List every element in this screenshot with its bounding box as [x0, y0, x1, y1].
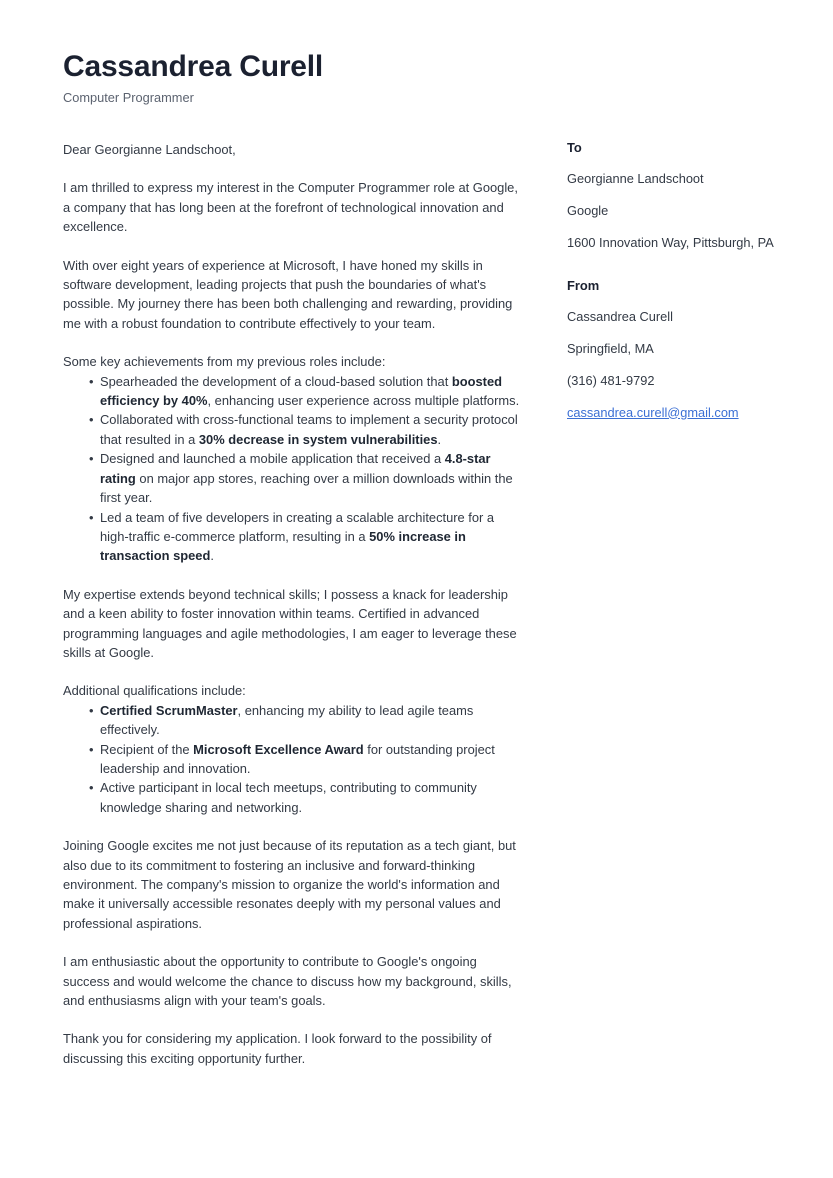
salutation: Dear Georgianne Landschoot,: [63, 142, 236, 157]
sender-email-line: [567, 403, 779, 422]
list-item: • Spearheaded the development of a cloud-based solution that boosted efficiency by 40%, enhancing user experience across multiple platforms.: [89, 372, 520, 411]
list-item: • Designed and launched a mobile application that received a 4.8-star rating on major app stores, reaching over a million downloads within the first year.: [89, 449, 520, 507]
recipient-address: 1600 Innovation Way, Pittsburgh, PA: [567, 234, 774, 250]
recipient-name: Georgianne Landschoot: [567, 170, 704, 186]
achievements-lead-in: Some key achievements from my previous roles include:: [63, 354, 386, 370]
achievements-list: [63, 372, 520, 566]
letter-sidebar: [567, 140, 779, 448]
paragraph-expertise: My expertise extends beyond technical skills; I possess a knack for leadership and a keen ability to foster innovation within teams. Certified in advanced programming languages and agile methodologies, I am eager to leverage these skills at Google.: [63, 586, 517, 660]
qualifications-list: [63, 701, 520, 817]
list-item: • Recipient of the Microsoft Excellence Award for outstanding project leadership and innovation.: [89, 740, 520, 779]
applicant-job-title: Computer Programmer: [63, 89, 194, 105]
paragraph-intro: I am thrilled to express my interest in the Computer Programmer role at Google, a company that has long been at the forefront of technological innovation and excellence.: [63, 180, 518, 235]
sender-block: [567, 278, 779, 422]
paragraph-closing: Thank you for considering my application. I look forward to the possibility of discussing this exciting opportunity further.: [63, 1031, 492, 1066]
paragraph-enthusiasm: I am enthusiastic about the opportunity to contribute to Google's ongoing success and would welcome the chance to discuss how my background, skills, and enthusiasms align with your team's goals.: [63, 954, 512, 1009]
sender-name: Cassandrea Curell: [567, 308, 673, 324]
sender-heading: From: [567, 277, 600, 293]
recipient-heading: To: [567, 140, 582, 155]
sender-email-link[interactable]: cassandrea.curell@gmail.com: [567, 404, 739, 420]
recipient-block: [567, 140, 779, 252]
list-item: • Led a team of five developers in creating a scalable architecture for a high-traffic e-commerce platform, resulting in a 50% increase in transaction speed.: [89, 508, 520, 566]
recipient-company: Google: [567, 202, 609, 218]
paragraph-motivation: Joining Google excites me not just because of its reputation as a tech giant, but also due to its commitment to fostering an inclusive and forward-thinking environment. The company's mission to organize the world's information and make it universally accessible resonates deeply with my personal values and professional aspirations.: [63, 838, 516, 931]
sender-location: Springfield, MA: [567, 340, 654, 356]
letter-header: [63, 50, 773, 106]
list-item: • Collaborated with cross-functional teams to implement a security protocol that resulted in a 30% decrease in system vulnerabilities.: [89, 410, 520, 449]
qualifications-lead-in: Additional qualifications include:: [63, 683, 246, 699]
list-item: • Active participant in local tech meetups, contributing to community knowledge sharing and networking.: [89, 778, 520, 817]
list-item: • Certified ScrumMaster, enhancing my ability to lead agile teams effectively.: [89, 701, 520, 740]
applicant-name: Cassandrea Curell: [63, 50, 324, 83]
paragraph-experience: With over eight years of experience at Microsoft, I have honed my skills in software development, leading projects that push the boundaries of what's possible. My journey there has been both challenging and rewarding, providing me with a robust foundation to contribute effectively to your team.: [63, 257, 513, 331]
sender-phone: (316) 481-9792: [567, 372, 655, 388]
letter-main-column: [63, 140, 520, 1068]
